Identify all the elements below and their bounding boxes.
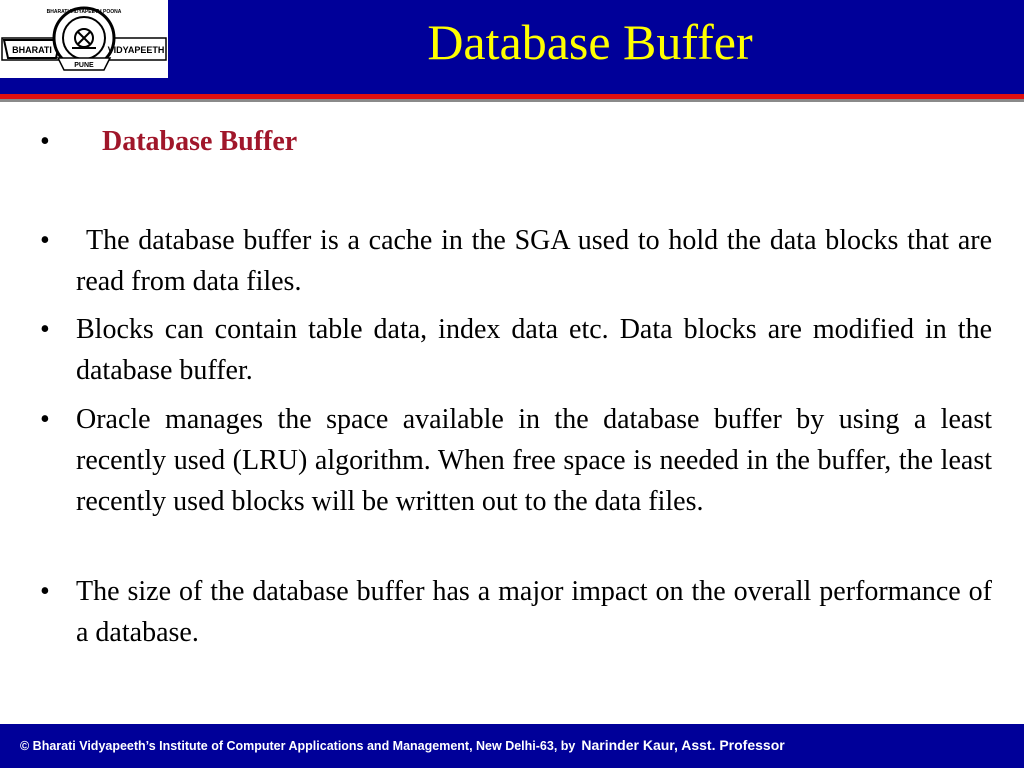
bullet-marker: •	[40, 404, 50, 435]
bullet-item-4: The size of the database buffer has a major impact on the overall performance of a database.	[76, 576, 992, 648]
slide-header	[0, 0, 1024, 94]
bullet-marker: •	[40, 576, 50, 607]
logo-text-bottom: PUNE	[74, 62, 94, 69]
bullet-marker: •	[40, 126, 50, 157]
logo-ring-text: BHARATI VIDYAPEETH POONA	[46, 9, 122, 15]
header-divider-shadow	[0, 99, 1024, 102]
bullet-item-text: The database buffer is a cache in the SGA used to hold the data blocks that are read from data files.	[76, 225, 992, 297]
footer-author: Narinder Kaur, Asst. Professor	[581, 737, 785, 753]
bullet-item-2: Blocks can contain table data, index data etc. Data blocks are modified in the database buffer.	[76, 314, 992, 386]
footer-institute: © Bharati Vidyapeeth’s Institute of Computer Applications and Management, New Delhi-63, by	[20, 739, 576, 753]
slide-title: Database Buffer	[427, 14, 753, 70]
bullet-marker: •	[40, 225, 50, 256]
bullet-marker: •	[40, 314, 50, 345]
institute-logo-emblem-icon	[0, 0, 168, 78]
bullet-item-3: Oracle manages the space available in the database buffer by using a least recently used (LRU) algorithm. When free space is needed in the buffer, the least recently used blocks will be written out to the data files.	[76, 404, 992, 517]
bullet-heading: Database Buffer	[102, 126, 298, 157]
slide-footer	[0, 724, 1024, 768]
footer-text	[20, 736, 785, 755]
institute-logo	[0, 0, 168, 78]
logo-text-right: VIDYAPEETH	[107, 45, 165, 55]
logo-text-left: BHARATI	[12, 45, 52, 55]
bullet-item-1	[76, 220, 992, 302]
